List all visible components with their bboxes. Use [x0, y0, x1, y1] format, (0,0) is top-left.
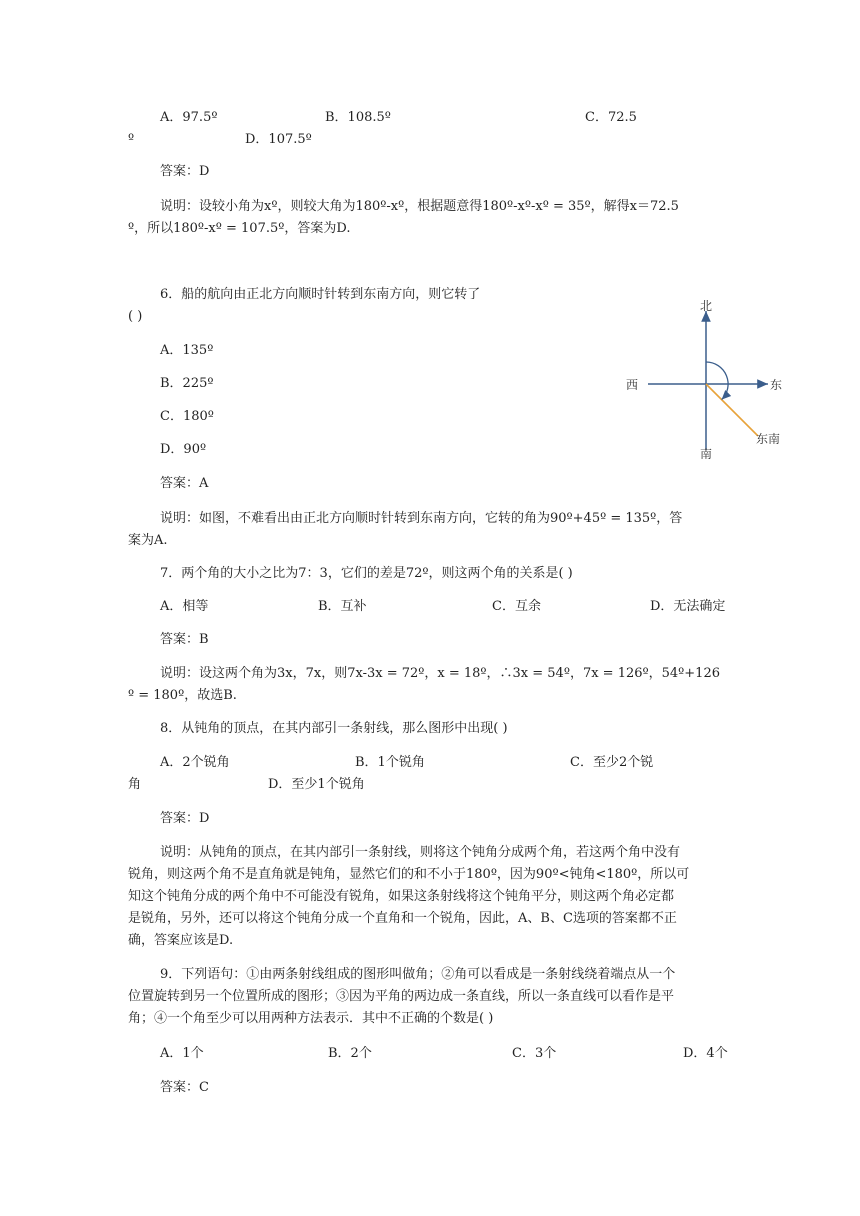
q8-option-a: A．2个锐角	[160, 755, 230, 770]
q7-option-c: C．互余	[492, 599, 541, 614]
q5-option-c: C．72.5	[585, 110, 637, 125]
q5-option-b: B．108.5º	[325, 110, 391, 125]
q9-option-d: D．4个	[683, 1046, 728, 1061]
q9-stem: 9．下列语句：①由两条射线组成的图形叫做角；②角可以看成是一条射线绕着端点从一个	[160, 967, 676, 982]
q7-option-b: B．互补	[318, 599, 367, 614]
q6-explanation-line: 说明：如图，不难看出由正北方向顺时针转到东南方向，它转的角为90º+45º = 135º，答	[160, 511, 683, 526]
q7-answer: 答案：B	[160, 632, 209, 647]
q6-option-c: C．180º	[160, 409, 214, 424]
q6-option-d: D．90º	[160, 442, 207, 457]
q6-option-a: A．135º	[160, 343, 214, 358]
q5-option-a: A．97.5º	[160, 110, 218, 125]
compass-figure	[618, 295, 788, 465]
q8-stem: 8．从钝角的顶点，在其内部引一条射线，那么图形中出现( )	[160, 721, 508, 736]
q8-option-d: D．至少1个锐角	[268, 777, 365, 792]
q8-explanation-line: 知这个钝角分成的两个角中不可能没有锐角，如果这条射线将这个钝角平分，则这两个角必定都	[128, 889, 675, 904]
q8-answer: 答案：D	[160, 811, 210, 826]
east-label: 东	[770, 378, 783, 392]
q8-option-c: C．至少2个锐	[570, 755, 654, 770]
q9-option-a: A．1个	[160, 1046, 204, 1061]
q8-explanation-line: 确，答案应该是D.	[128, 933, 234, 948]
q9-option-b: B．2个	[328, 1046, 372, 1061]
q5-answer: 答案：D	[160, 164, 210, 179]
q8-explanation-line: 锐角，则这两个角不是直角就是钝角，显然它们的和不小于180º，因为90º<钝角<180º，所以可	[128, 867, 690, 882]
southeast-label: 东南	[756, 432, 781, 446]
q9-option-c: C．3个	[512, 1046, 557, 1061]
q5-explanation-line: º，所以180º-xº = 107.5º，答案为D.	[128, 221, 351, 236]
q8-explanation-line: 是锐角，另外，还可以将这个钝角分成一个直角和一个锐角，因此，A、B、C选项的答案都不正	[128, 911, 677, 926]
southeast-ray	[706, 384, 758, 436]
q7-option-a: A．相等	[160, 599, 209, 614]
q7-option-d: D．无法确定	[650, 599, 726, 614]
q9-stem: 角；④一个角至少可以用两种方法表示．其中不正确的个数是( )	[128, 1011, 494, 1026]
q7-explanation-line: º = 180º，故选B.	[128, 688, 237, 703]
south-label: 南	[700, 447, 713, 461]
q6-stem: 6．船的航向由正北方向顺时针转到东南方向，则它转了	[160, 287, 481, 302]
q6-option-b: B．225º	[160, 376, 214, 391]
q9-answer: 答案：C	[160, 1080, 209, 1095]
north-label: 北	[700, 299, 713, 313]
q7-explanation-line: 说明：设这两个角为3x，7x，则7x-3x = 72º，x = 18º，∴3x = 54º，7x = 126º，54º+126	[160, 666, 720, 681]
q8-option-c-wrap: 角	[128, 777, 142, 792]
q6-explanation-line: 案为A.	[128, 533, 168, 548]
q8-option-b: B．1个锐角	[355, 755, 425, 770]
q6-stem-blank: ( )	[128, 309, 143, 324]
q6-answer: 答案：A	[160, 476, 209, 491]
q9-stem: 位置旋转到另一个位置所成的图形；③因为平角的两边成一条直线，所以一条直线可以看作是平	[128, 989, 675, 1004]
q8-explanation-line: 说明：从钝角的顶点，在其内部引一条射线，则将这个钝角分成两个角，若这两个角中没有	[160, 845, 681, 860]
q5-option-d: D．107.5º	[245, 132, 312, 147]
q5-explanation-line: 说明：设较小角为xº，则较大角为180º-xº，根据题意得180º-xº-xº = 35º，解得x＝72.5	[160, 199, 679, 214]
west-label: 西	[626, 378, 639, 392]
q5-option-c-wrap: º	[128, 132, 135, 147]
q7-stem: 7．两个角的大小之比为7：3，它们的差是72º，则这两个角的关系是( )	[160, 566, 573, 581]
